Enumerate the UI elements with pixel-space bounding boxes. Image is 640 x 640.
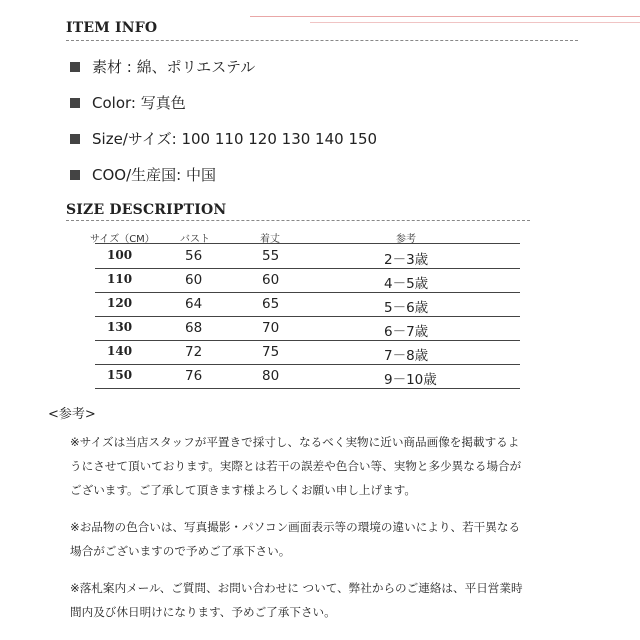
table-cell-length: 75 <box>262 344 280 360</box>
info-row-material <box>70 56 255 77</box>
decorative-red-line <box>250 16 640 17</box>
table-cell-ref: 4－5歳 <box>384 276 429 292</box>
table-cell-size: 100 <box>107 248 133 262</box>
note-line: ※お品物の色合いは、写真撮影・パソコン画面表示等の環境の違いにより、若干異なる <box>70 520 521 534</box>
table-cell-size: 140 <box>107 344 133 358</box>
table-cell-bust: 76 <box>185 368 203 384</box>
note-line: うにさせて頂いております。実際とは若干の誤差や色合い等、実物と多少異なる場合が <box>70 459 522 473</box>
item-info-heading: ITEM INFO <box>66 20 158 36</box>
decorative-red-line <box>310 22 640 23</box>
table-cell-bust: 64 <box>185 296 203 312</box>
info-row-label: Color: 写真色 <box>92 94 186 112</box>
size-description-divider <box>66 220 530 221</box>
note-line: ※落札案内メール、ご質問、お問い合わせに ついて、弊社からのご連絡は、平日営業時 <box>70 581 523 595</box>
table-rule <box>95 292 520 293</box>
table-cell-ref: 5－6歳 <box>384 300 429 316</box>
info-row-size <box>70 128 377 149</box>
column-header-reference: 参考 <box>396 234 416 245</box>
table-rule <box>95 243 520 244</box>
table-cell-size: 110 <box>107 272 133 286</box>
table-rule <box>95 340 520 341</box>
column-header-size: サイズ（CM） <box>90 234 155 245</box>
info-row-color <box>70 92 186 113</box>
table-cell-length: 80 <box>262 368 280 384</box>
table-cell-length: 60 <box>262 272 280 288</box>
table-cell-bust: 68 <box>185 320 203 336</box>
table-rule <box>95 268 520 269</box>
table-cell-bust: 72 <box>185 344 203 360</box>
table-rule <box>95 364 520 365</box>
table-cell-ref: 9－10歳 <box>384 372 437 388</box>
info-row-label: Size/サイズ: 100 110 120 130 140 150 <box>92 130 378 148</box>
table-cell-size: 130 <box>107 320 133 334</box>
table-cell-length: 55 <box>262 248 280 264</box>
reference-heading: <参考> <box>48 407 96 422</box>
table-cell-bust: 60 <box>185 272 203 288</box>
table-cell-ref: 6－7歳 <box>384 324 429 340</box>
info-row-coo <box>70 164 216 185</box>
note-color <box>70 515 590 563</box>
square-bullet-icon <box>70 170 80 180</box>
note-line: ございます。ご了承して頂きます様よろしくお願い申し上げます。 <box>70 483 416 497</box>
note-line: 場合がございますので予めご了承下さい。 <box>70 544 291 558</box>
column-header-bust: バスト <box>180 234 210 245</box>
column-header-length: 着丈 <box>260 234 280 245</box>
note-line: ※サイズは当店スタッフが平置きで採寸し、なるべく実物に近い商品画像を掲載するよ <box>70 435 520 449</box>
square-bullet-icon <box>70 98 80 108</box>
note-line: 間内及び休日明けになります、予めご了承下さい。 <box>70 605 336 619</box>
table-cell-bust: 56 <box>185 248 203 264</box>
info-row-label: 素材 : 綿、ポリエステル <box>92 58 256 76</box>
table-cell-ref: 7－8歳 <box>384 348 429 364</box>
square-bullet-icon <box>70 134 80 144</box>
table-cell-ref: 2－3歳 <box>384 252 429 268</box>
table-cell-size: 120 <box>107 296 133 310</box>
info-row-label: COO/生産国: 中国 <box>92 166 216 184</box>
size-description-heading: SIZE DESCRIPTION <box>66 202 227 218</box>
table-cell-length: 65 <box>262 296 280 312</box>
square-bullet-icon <box>70 62 80 72</box>
note-measurement <box>70 430 590 502</box>
table-cell-size: 150 <box>107 368 133 382</box>
table-rule <box>95 316 520 317</box>
table-cell-length: 70 <box>262 320 280 336</box>
table-rule <box>95 388 520 389</box>
note-contact <box>70 576 590 624</box>
item-info-divider <box>66 40 578 41</box>
